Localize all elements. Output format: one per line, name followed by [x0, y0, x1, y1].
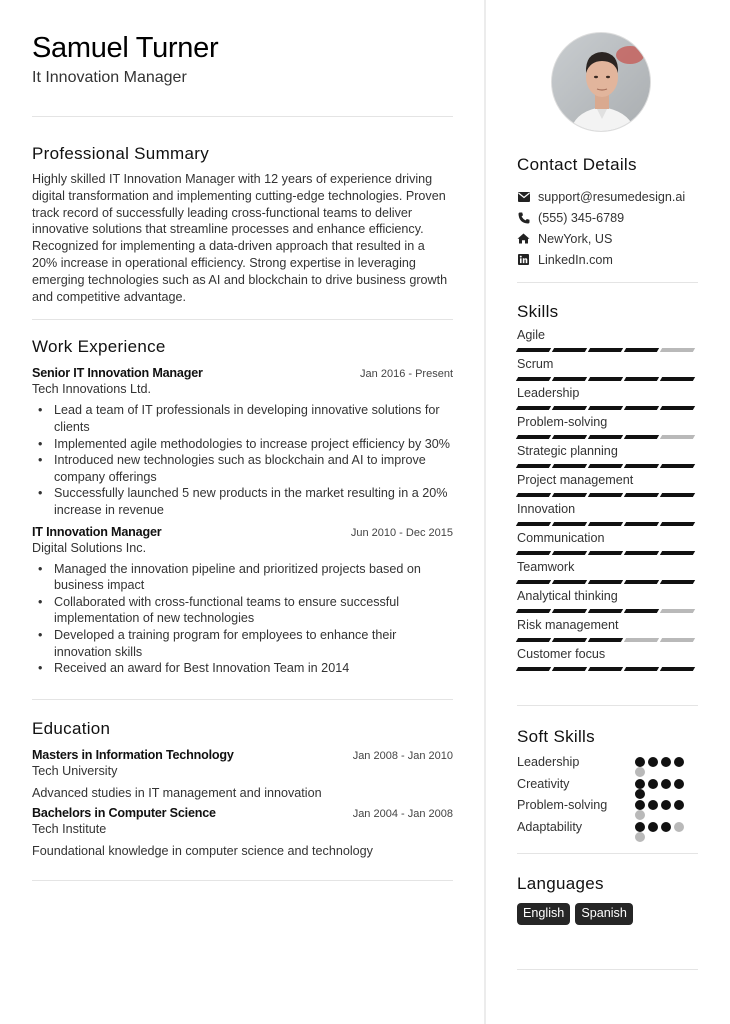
job-entry — [32, 366, 453, 518]
header-divider — [32, 116, 453, 117]
skill-level-segment — [588, 464, 623, 468]
skill-level-bar — [517, 406, 698, 410]
skill-level-segment — [552, 580, 587, 584]
language-tag-english: English — [517, 903, 570, 925]
rating-dot — [674, 779, 684, 789]
section-heading: Contact Details — [517, 155, 637, 174]
soft-skill-rating — [635, 776, 687, 799]
soft-skill-rating — [635, 819, 687, 842]
skill-level-segment — [552, 667, 587, 671]
skill-level-segment — [588, 348, 623, 352]
contact-phone[interactable] — [517, 207, 698, 228]
skill-level-segment — [660, 580, 695, 584]
linkedin-icon — [517, 253, 530, 266]
summary-text: Highly skilled IT Innovation Manager with 12 years of experience driving digital transformation and implementing cutting-edge technologies. Proven track record of successfully leading cross-functional teams to deliver innovative solutions that streamline processes and enhance efficiency. Recognized for implementing a data-driven approach that resulted in a 20% increase in operational efficiency. Strong expertise in leveraging emerging technologies such as AI and blockchain to drive business growth and competitive advantage. — [32, 172, 448, 304]
section-heading: Soft Skills — [517, 727, 595, 746]
skill-level-segment — [588, 609, 623, 613]
bullet-item: • Introduced new technologies such as blockchain and AI to improve company offerings — [38, 452, 453, 485]
professional-summary-section — [32, 143, 453, 305]
main-column — [32, 30, 453, 881]
section-divider — [517, 969, 698, 970]
education-date: Jan 2008 - Jan 2010 — [352, 749, 453, 762]
soft-skill-item — [517, 754, 698, 776]
soft-skills-section — [517, 705, 698, 840]
skill-level-segment — [552, 609, 587, 613]
skill-label: Analytical thinking — [517, 589, 618, 603]
skill-level-segment — [588, 406, 623, 410]
skill-level-segment — [516, 609, 551, 613]
job-bullets — [32, 561, 453, 677]
rating-dot — [648, 800, 658, 810]
education-date: Jan 2004 - Jan 2008 — [352, 807, 453, 820]
skill-level-bar — [517, 609, 698, 613]
rating-dot — [674, 800, 684, 810]
skill-label: Teamwork — [517, 560, 575, 574]
candidate-title: It Innovation Manager — [32, 69, 187, 86]
skill-item — [517, 356, 698, 381]
skill-item — [517, 385, 698, 410]
skill-label: Communication — [517, 531, 605, 545]
education-entry — [32, 806, 453, 858]
bullet-item: • Developed a training program for employees to enhance their innovation skills — [38, 627, 453, 660]
rating-dot — [648, 822, 658, 832]
skills-section — [517, 282, 698, 671]
skill-level-segment — [660, 406, 695, 410]
rating-dot — [635, 757, 645, 767]
contact-linkedin[interactable] — [517, 249, 698, 270]
degree-title: Masters in Information Technology — [32, 747, 234, 762]
section-divider — [32, 319, 453, 320]
bullet-item: • Received an award for Best Innovation Team in 2014 — [38, 660, 453, 677]
contact-phone-text: (555) 345-6789 — [538, 210, 625, 225]
skill-item — [517, 617, 698, 642]
skill-level-segment — [660, 348, 695, 352]
skill-level-segment — [588, 580, 623, 584]
job-title: IT Innovation Manager — [32, 524, 162, 539]
column-divider — [484, 0, 486, 1024]
skill-level-segment — [624, 435, 659, 439]
skill-level-bar — [517, 377, 698, 381]
skill-level-segment — [588, 667, 623, 671]
language-tag-spanish: Spanish — [575, 903, 633, 925]
soft-skill-item — [517, 797, 698, 819]
rating-dot — [674, 757, 684, 767]
skill-item — [517, 414, 698, 439]
skill-level-segment — [660, 377, 695, 381]
job-date: Jan 2016 - Present — [360, 368, 453, 381]
person-photo-icon — [552, 33, 651, 132]
rating-dot — [674, 822, 684, 832]
skill-item — [517, 588, 698, 613]
skill-label: Scrum — [517, 357, 554, 371]
avatar — [551, 32, 651, 132]
skill-level-segment — [552, 377, 587, 381]
education-entry — [32, 748, 453, 800]
soft-skill-rating — [635, 754, 687, 777]
skill-item — [517, 443, 698, 468]
contact-details-section — [517, 154, 698, 270]
skill-item — [517, 530, 698, 555]
skill-label: Innovation — [517, 502, 576, 516]
skill-level-bar — [517, 348, 698, 352]
home-icon — [517, 232, 530, 245]
profile-photo — [551, 32, 651, 132]
language-tags — [517, 903, 698, 925]
skill-level-segment — [660, 609, 695, 613]
degree-title: Bachelors in Computer Science — [32, 805, 216, 820]
skill-level-bar — [517, 435, 698, 439]
skill-level-bar — [517, 580, 698, 584]
skill-level-segment — [660, 551, 695, 555]
soft-skill-label: Leadership — [517, 755, 580, 769]
section-divider — [32, 699, 453, 700]
skill-level-segment — [624, 609, 659, 613]
skill-level-segment — [588, 551, 623, 555]
bullet-item: • Implemented agile methodologies to increase project efficiency by 30% — [38, 436, 453, 453]
skill-item — [517, 327, 698, 352]
skills-list — [517, 327, 698, 671]
skill-level-segment — [552, 638, 587, 642]
skill-level-segment — [516, 406, 551, 410]
skill-level-segment — [552, 522, 587, 526]
skill-level-segment — [660, 667, 695, 671]
skill-item — [517, 559, 698, 584]
skill-level-segment — [516, 522, 551, 526]
soft-skill-label: Creativity — [517, 776, 570, 791]
skill-level-segment — [516, 551, 551, 555]
skill-level-segment — [624, 348, 659, 352]
skill-level-segment — [552, 406, 587, 410]
contact-linkedin-text: LinkedIn.com — [538, 252, 613, 267]
skill-level-segment — [552, 551, 587, 555]
rating-dot — [635, 832, 645, 842]
rating-dot — [661, 822, 671, 832]
skill-level-segment — [588, 638, 623, 642]
languages-section — [517, 853, 698, 925]
skill-level-segment — [516, 348, 551, 352]
skill-level-segment — [588, 522, 623, 526]
skill-item — [517, 501, 698, 526]
job-date: Jun 2010 - Dec 2015 — [350, 526, 453, 539]
skill-level-segment — [624, 377, 659, 381]
job-bullets — [32, 402, 453, 518]
rating-dot — [648, 779, 658, 789]
soft-skill-label: Adaptability — [517, 819, 583, 834]
rating-dot — [635, 822, 645, 832]
skill-level-segment — [660, 638, 695, 642]
school-name: Tech University — [32, 763, 118, 778]
skill-level-segment — [516, 667, 551, 671]
skill-level-bar — [517, 464, 698, 468]
skill-level-bar — [517, 667, 698, 671]
section-divider — [517, 282, 698, 283]
company-name: Tech Innovations Ltd. — [32, 382, 152, 397]
education-section — [32, 718, 453, 858]
skill-level-bar — [517, 551, 698, 555]
school-name: Tech Institute — [32, 821, 107, 836]
education-description: Foundational knowledge in computer science and technology — [32, 843, 373, 858]
contact-email-text: support@resumedesign.ai — [538, 189, 686, 204]
candidate-name: Samuel Turner — [32, 32, 219, 64]
skill-level-segment — [516, 638, 551, 642]
skill-level-segment — [660, 522, 695, 526]
skill-level-segment — [552, 435, 587, 439]
skill-level-segment — [624, 493, 659, 497]
company-name: Digital Solutions Inc. — [32, 540, 147, 555]
soft-skill-rating — [635, 797, 687, 820]
job-entry — [32, 525, 453, 677]
rating-dot — [661, 779, 671, 789]
section-heading: Professional Summary — [32, 144, 210, 163]
section-heading: Skills — [517, 302, 559, 321]
skill-label: Problem-solving — [517, 415, 608, 429]
skill-item — [517, 472, 698, 497]
skill-level-segment — [624, 667, 659, 671]
skill-item — [517, 646, 698, 671]
skill-level-segment — [660, 464, 695, 468]
section-heading: Education — [32, 718, 111, 738]
contact-location-text: NewYork, US — [538, 231, 613, 246]
education-description: Advanced studies in IT management and innovation — [32, 785, 322, 800]
bullet-item: • Collaborated with cross-functional teams to ensure successful implementation of new technologies — [38, 594, 453, 627]
rating-dot — [661, 800, 671, 810]
job-title: Senior IT Innovation Manager — [32, 366, 203, 381]
skill-level-segment — [588, 435, 623, 439]
section-heading: Languages — [517, 874, 604, 893]
rating-dot — [648, 757, 658, 767]
skill-level-segment — [624, 464, 659, 468]
skill-label: Risk management — [517, 618, 619, 632]
skill-level-bar — [517, 638, 698, 642]
contact-email[interactable] — [517, 186, 698, 207]
bullet-item: • Successfully launched 5 new products in the market resulting in a 20% increase in revenue — [38, 485, 453, 518]
skill-level-segment — [516, 580, 551, 584]
bullet-item: • Managed the innovation pipeline and prioritized projects based on business impact — [38, 561, 453, 594]
skill-label: Customer focus — [517, 647, 606, 661]
rating-dot — [635, 779, 645, 789]
skill-level-segment — [660, 435, 695, 439]
section-divider — [517, 705, 698, 706]
skill-level-segment — [588, 493, 623, 497]
skill-label: Project management — [517, 473, 634, 487]
skill-level-segment — [588, 377, 623, 381]
skill-level-segment — [624, 406, 659, 410]
skill-label: Agile — [517, 328, 546, 342]
skill-level-segment — [516, 377, 551, 381]
skill-level-segment — [516, 464, 551, 468]
envelope-icon — [517, 190, 530, 203]
skill-level-segment — [660, 493, 695, 497]
skill-level-segment — [552, 493, 587, 497]
phone-icon — [517, 211, 530, 224]
skill-level-segment — [552, 464, 587, 468]
contact-location — [517, 228, 698, 249]
skill-label: Strategic planning — [517, 444, 618, 458]
rating-dot — [661, 757, 671, 767]
work-experience-section — [32, 336, 453, 676]
skill-level-bar — [517, 493, 698, 497]
bullet-item: • Lead a team of IT professionals in developing innovative solutions for clients — [38, 402, 453, 435]
skill-level-segment — [624, 522, 659, 526]
skill-label: Leadership — [517, 386, 580, 400]
skill-level-segment — [624, 638, 659, 642]
soft-skill-label: Problem-solving — [517, 798, 608, 812]
skill-level-segment — [516, 493, 551, 497]
skill-level-segment — [552, 348, 587, 352]
skill-level-segment — [624, 551, 659, 555]
soft-skill-item — [517, 819, 698, 841]
soft-skill-item — [517, 776, 698, 798]
section-heading: Work Experience — [32, 337, 166, 357]
skill-level-segment — [624, 580, 659, 584]
skill-level-segment — [516, 435, 551, 439]
soft-skills-list — [517, 754, 698, 840]
skill-level-bar — [517, 522, 698, 526]
section-divider — [32, 880, 453, 881]
rating-dot — [635, 800, 645, 810]
